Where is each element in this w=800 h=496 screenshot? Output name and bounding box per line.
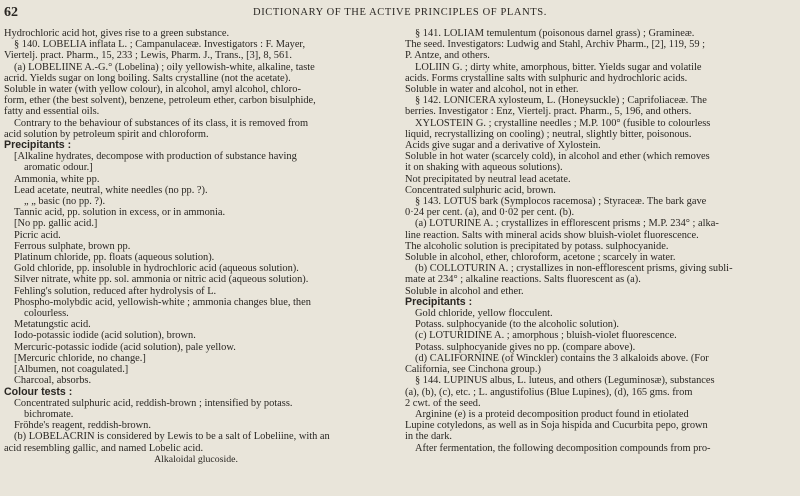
- text-line: Colour tests :: [4, 386, 73, 398]
- text-line: form, ether (the best solvent), benzene, petroleum ether, carbon bisulphide,: [4, 95, 316, 107]
- text-line: Soluble in hot water (scarcely cold), in alcohol and ether (which removes: [405, 151, 710, 163]
- text-line: Mercuric-potassic iodide (acid solution), pale yellow.: [14, 341, 236, 353]
- text-line: Phospho-molybdic acid, yellowish-white ; ammonia changes blue, then: [14, 296, 311, 308]
- text-line: Concentrated sulphuric acid, reddish-brown ; intensified by potass.: [14, 397, 293, 409]
- text-line: Contrary to the behaviour of substances of its class, it is removed from: [14, 117, 309, 129]
- text-line: (b) LOBELACRIN is considered by Lewis to be a salt of Lobeliine, with an: [14, 431, 330, 443]
- text-line: The alcoholic solution is precipitated by potass. sulphocyanide.: [405, 240, 669, 252]
- text-line: [Alkaline hydrates, decompose with production of substance having: [14, 151, 297, 163]
- text-line: berries. Investigator : Enz, Viertelj. pract. Pharm., 5, 196, and others.: [405, 106, 692, 118]
- text-line: Precipitants :: [405, 296, 473, 308]
- text-line: § 141. LOLIAM temulentum (poisonous darnel grass) ; Gramineæ.: [415, 28, 695, 39]
- running-title: DICTIONARY OF THE ACTIVE PRINCIPLES OF PLANTS.: [253, 7, 547, 18]
- text-line: Fröhde's reagent, reddish-brown.: [14, 420, 151, 432]
- text-line: it on shaking with aqueous solutions).: [405, 162, 563, 174]
- text-line: colourless.: [24, 308, 69, 320]
- text-line: in the dark.: [405, 431, 453, 443]
- text-line: The seed. Investigators: Ludwig and Stahl, Archiv Pharm., [2], 119, 59 ;: [405, 39, 706, 51]
- text-line: Lupine cotyledons, as well as in Soja hispida and Cucurbita pepo, grown: [405, 420, 708, 432]
- text-line: § 144. LUPINUS albus, L. luteus, and others (Leguminosæ), substances: [415, 375, 715, 387]
- text-line: California, see Cinchona group.): [405, 364, 541, 376]
- text-line: Hydrochloric acid hot, gives rise to a green substance.: [4, 28, 230, 39]
- text-line: [No pp. gallic acid.]: [14, 218, 98, 230]
- text-line: Acids give sugar and a derivative of Xylostein.: [405, 140, 601, 152]
- text-line: aromatic odour.]: [24, 162, 93, 174]
- page-header: [0, 5, 800, 21]
- text-line: Arginine (e) is a proteid decomposition product found in etiolated: [415, 408, 689, 420]
- text-line: Not precipitated by neutral lead acetate.: [405, 173, 571, 185]
- text-line: Soluble in alcohol, ether, chloroform, acetone ; scarcely in water.: [405, 252, 676, 264]
- text-line: § 142. LONICERA xylosteum, L. (Honeysuckle) ; Caprifoliaceæ. The: [415, 95, 707, 107]
- text-line: Lead acetate, neutral, white needles (no pp. ?).: [14, 184, 208, 196]
- text-line: (a), (b), (c), etc. ; L. angustifolius (Blue Lupines), (d), 165 gms. from: [405, 386, 693, 398]
- text-line: (b) COLLOTURIN A. ; crystallizes in non-efflorescent prisms, giving subli-: [415, 263, 733, 275]
- text-line: bichromate.: [24, 408, 74, 420]
- text-line: liquid, recrystallizing on cooling) ; neutral, slightly bitter, poisonous.: [405, 128, 692, 140]
- text-line: Potass. sulphocyanide gives no pp. (compare above).: [415, 341, 636, 353]
- left-column: [4, 28, 388, 465]
- text-line: (a) LOBELIINE A.-G.° (Lobelina) ; oily yellowish-white, alkaline, taste: [14, 61, 315, 73]
- text-line: 0·24 per cent. (a), and 0·02 per cent. (b).: [405, 207, 575, 219]
- text-line: mate at 234° ; alkaline reactions. Salts fluorescent as (a).: [405, 274, 641, 286]
- text-line: acrid. Yields sugar on long boiling. Salts crystalline (not the acetate).: [4, 72, 291, 84]
- text-line: (d) CALIFORNINE (of Winckler) contains the 3 alkaloids above. (For: [415, 352, 709, 364]
- text-line: Silver nitrate, white pp. sol. ammonia or nitric acid (aqueous solution).: [14, 274, 309, 286]
- text-line: Soluble in water and alcohol, not in ether.: [405, 84, 579, 96]
- text-line: Soluble in water (with yellow colour), in alcohol, amyl alcohol, chloro-: [4, 84, 301, 96]
- page-number: 62: [4, 5, 18, 20]
- text-line: § 140. LOBELIA inflata L. ; Campanulaceæ. Investigators : F. Mayer,: [14, 39, 306, 51]
- text-line: acid resembling gallic, and named Lobelic acid.: [4, 442, 204, 454]
- text-line: Iodo-potassic iodide (acid solution), brown.: [14, 330, 196, 342]
- text-line: Charcoal, absorbs.: [14, 375, 92, 387]
- text-line: Alkaloidal glucoside.: [154, 453, 238, 465]
- text-line: Viertelj. pract. Pharm., 15, 233 ; Lewis, Pharm. J., Trans., [3], 8, 561.: [4, 50, 292, 62]
- text-line: (a) LOTURINE A. ; crystallizes in efflorescent prisms ; M.P. 234° ; alka-: [415, 218, 719, 230]
- text-line: Tannic acid, pp. solution in excess, or in ammonia.: [14, 207, 226, 219]
- text-line: Potass. sulphocyanide (to the alcoholic solution).: [415, 319, 620, 331]
- text-line: line reaction. Salts with mineral acids show bluish-violet fluorescence.: [405, 229, 699, 241]
- text-line: acid solution by petroleum spirit and chloroform.: [4, 128, 209, 140]
- text-line: § 143. LOTUS bark (Symplocos racemosa) ; Styraceæ. The bark gave: [415, 196, 707, 208]
- text-line: fatty and essential oils.: [4, 106, 100, 118]
- text-line: Ferrous sulphate, brown pp.: [14, 240, 131, 252]
- text-line: (c) LOTURIDINE A. ; amorphous ; bluish-violet fluorescence.: [415, 330, 677, 342]
- text-line: Soluble in alcohol and ether.: [405, 285, 524, 297]
- text-line: After fermentation, the following decomposition compounds from pro-: [415, 442, 711, 454]
- text-line: [Mercuric chloride, no change.]: [14, 352, 146, 364]
- text-line: Ammonia, white pp.: [14, 173, 100, 185]
- text-line: [Albumen, not coagulated.]: [14, 364, 129, 376]
- text-line: acids. Forms crystalline salts with sulphuric and hydrochloric acids.: [405, 72, 688, 84]
- text-line: Metatungstic acid.: [14, 319, 91, 331]
- text-line: 2 cwt. of the seed.: [405, 397, 481, 409]
- text-line: „ „ basic (no pp. ?).: [24, 196, 106, 208]
- text-line: Fehling's solution, reduced after hydrolysis of L.: [14, 285, 217, 297]
- text-line: XYLOSTEIN G. ; crystalline needles ; M.P. 100° (fusible to colourless: [415, 117, 711, 129]
- text-line: Gold chloride, yellow flocculent.: [415, 308, 553, 320]
- text-line: Gold chloride, pp. insoluble in hydrochloric acid (aqueous solution).: [14, 263, 299, 275]
- text-line: Precipitants :: [4, 140, 72, 152]
- text-line: Concentrated sulphuric acid, brown.: [405, 184, 556, 196]
- right-column: [405, 28, 796, 454]
- text-line: LOLIIN G. ; dirty white, amorphous, bitter. Yields sugar and volatile: [415, 61, 702, 73]
- text-line: Picric acid.: [14, 229, 61, 241]
- text-line: Platinum chloride, pp. floats (aqueous solution).: [14, 252, 215, 264]
- text-line: P. Antze, and others.: [405, 50, 490, 62]
